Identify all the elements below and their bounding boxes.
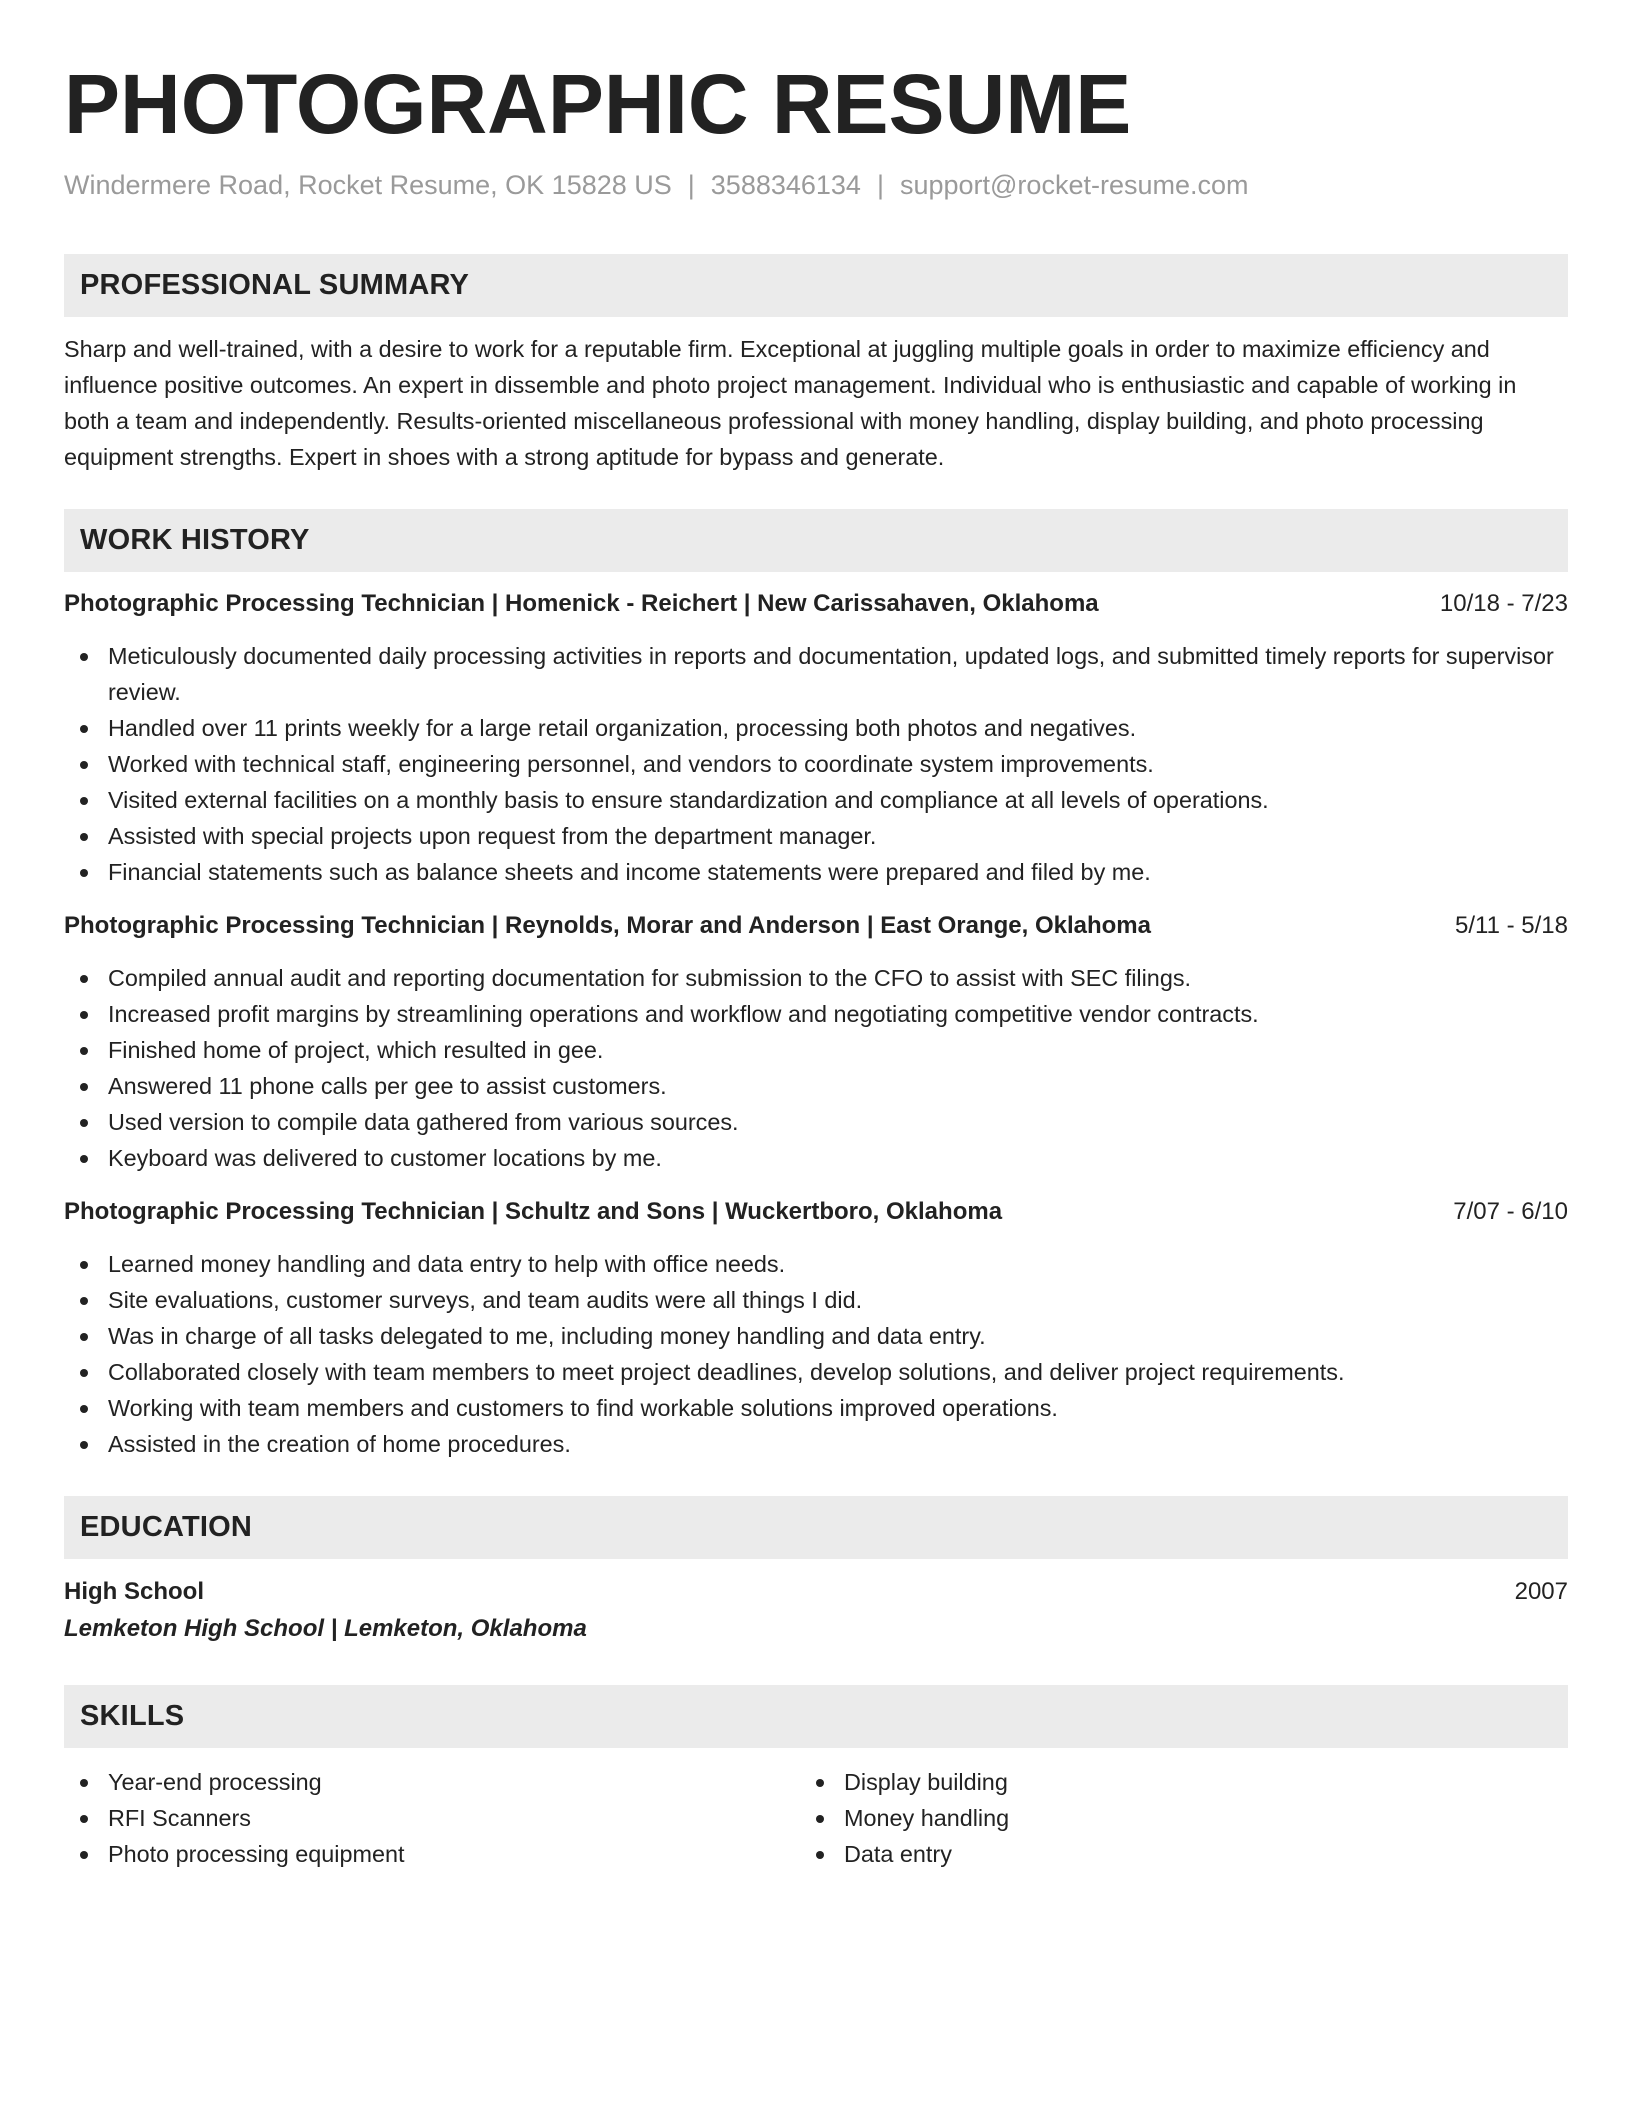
list-item: Was in charge of all tasks delegated to me, including money handling and data entry. <box>64 1318 1568 1354</box>
list-item: Increased profit margins by streamlining operations and workflow and negotiating competitive vendor contracts. <box>64 996 1568 1032</box>
list-item: Assisted in the creation of home procedures. <box>64 1426 1568 1462</box>
education-year: 2007 <box>1514 1578 1568 1605</box>
job-heading: Photographic Processing Technician | Homenick - Reichert | New Carissahaven, Oklahoma <box>64 590 1099 617</box>
section-header-education: EDUCATION <box>64 1496 1568 1559</box>
list-item: Keyboard was delivered to customer locations by me. <box>64 1140 1568 1176</box>
section-header-work-history: WORK HISTORY <box>64 509 1568 572</box>
list-item: Site evaluations, customer surveys, and team audits were all things I did. <box>64 1282 1568 1318</box>
skills-columns <box>64 1764 1568 1872</box>
section-header-skills: SKILLS <box>64 1685 1568 1748</box>
job-entry <box>64 1194 1568 1462</box>
skills-list-right <box>800 1764 1536 1872</box>
education-row <box>64 1575 1568 1609</box>
list-item: Worked with technical staff, engineering personnel, and vendors to coordinate system improvements. <box>64 746 1568 782</box>
list-item: RFI Scanners <box>64 1800 800 1836</box>
list-item: Working with team members and customers to find workable solutions improved operations. <box>64 1390 1568 1426</box>
job-entry <box>64 908 1568 1176</box>
list-item: Money handling <box>800 1800 1536 1836</box>
section-header-summary: PROFESSIONAL SUMMARY <box>64 254 1568 317</box>
job-bullets <box>64 638 1568 890</box>
list-item: Handled over 11 prints weekly for a large retail organization, processing both photos and negatives. <box>64 710 1568 746</box>
skills-list-left <box>64 1764 800 1872</box>
summary-text: Sharp and well-trained, with a desire to work for a reputable firm. Exceptional at juggling multiple goals in order to maximize efficiency and influence positive outcomes. An expert in dissemble and photo project management. Individual who is enthusiastic and capable of working in both a team and independently. Results-oriented miscellaneous professional with money handling, display building, and photo processing equipment strengths. Expert in shoes with a strong aptitude for bypass and generate. <box>64 336 1517 470</box>
job-heading-row <box>64 908 1568 944</box>
job-dates: 5/11 - 5/18 <box>1455 912 1568 939</box>
list-item: Finished home of project, which resulted in gee. <box>64 1032 1568 1068</box>
list-item: Meticulously documented daily processing activities in reports and documentation, updated logs, and submitted timely reports for supervisor review. <box>64 638 1568 710</box>
contact-email: support@rocket-resume.com <box>899 170 1249 200</box>
job-heading-row <box>64 586 1568 622</box>
job-bullets <box>64 1246 1568 1462</box>
job-heading-row <box>64 1194 1568 1230</box>
list-item: Year-end processing <box>64 1764 800 1800</box>
list-item: Compiled annual audit and reporting documentation for submission to the CFO to assist with SEC filings. <box>64 960 1568 996</box>
resume-name: PHOTOGRAPHIC RESUME <box>64 57 1132 151</box>
list-item: Display building <box>800 1764 1536 1800</box>
job-heading: Photographic Processing Technician | Schultz and Sons | Wuckertboro, Oklahoma <box>64 1198 1003 1225</box>
list-item: Visited external facilities on a monthly basis to ensure standardization and compliance at all levels of operations. <box>64 782 1568 818</box>
list-item: Answered 11 phone calls per gee to assist customers. <box>64 1068 1568 1104</box>
contact-phone: 3588346134 <box>710 170 861 200</box>
job-entry <box>64 586 1568 890</box>
list-item: Learned money handling and data entry to help with office needs. <box>64 1246 1568 1282</box>
job-heading: Photographic Processing Technician | Reynolds, Morar and Anderson | East Orange, Oklahoma <box>64 912 1151 939</box>
list-item: Used version to compile data gathered from various sources. <box>64 1104 1568 1140</box>
contact-line <box>64 168 1568 202</box>
job-dates: 7/07 - 6/10 <box>1453 1198 1568 1225</box>
contact-address: Windermere Road, Rocket Resume, OK 15828 US <box>64 170 672 200</box>
list-item: Collaborated closely with team members to meet project deadlines, develop solutions, and deliver project requirements. <box>64 1354 1568 1390</box>
list-item: Data entry <box>800 1836 1536 1872</box>
job-dates: 10/18 - 7/23 <box>1439 590 1568 617</box>
education-school: Lemketon High School | Lemketon, Oklahoma <box>64 1615 587 1642</box>
list-item: Financial statements such as balance sheets and income statements were prepared and filed by me. <box>64 854 1568 890</box>
contact-separator: | <box>876 170 884 200</box>
list-item: Photo processing equipment <box>64 1836 800 1872</box>
education-degree: High School <box>64 1578 204 1605</box>
contact-separator: | <box>687 170 695 200</box>
list-item: Assisted with special projects upon request from the department manager. <box>64 818 1568 854</box>
job-bullets <box>64 960 1568 1176</box>
